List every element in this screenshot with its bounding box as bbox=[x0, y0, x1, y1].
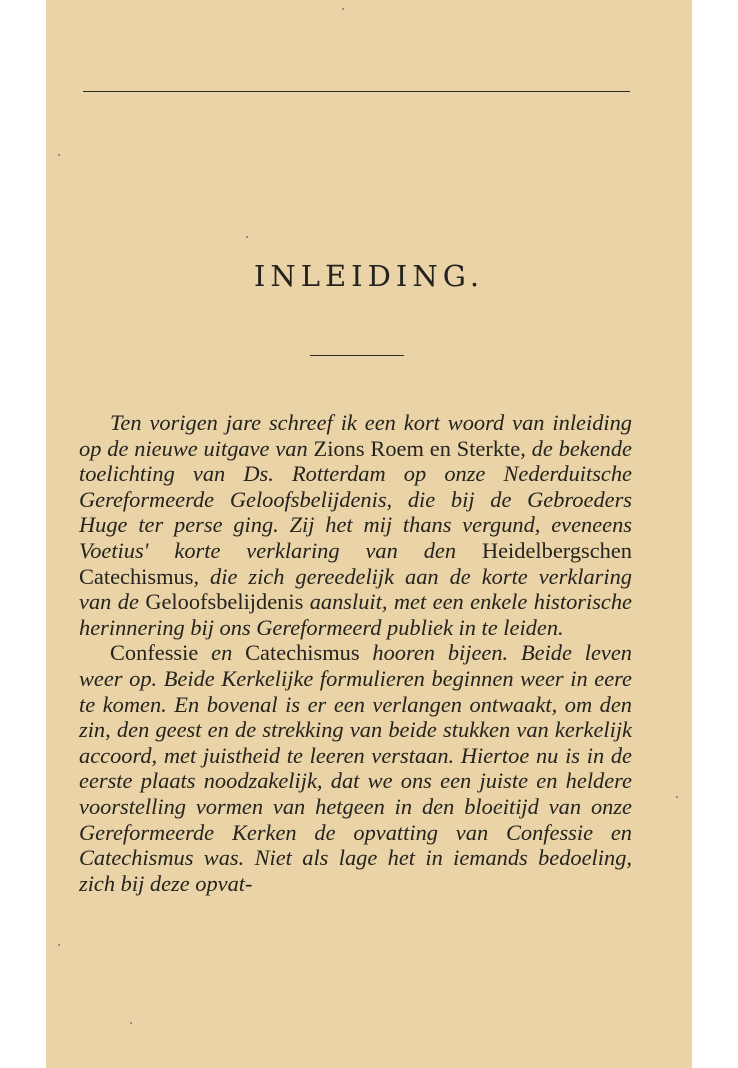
roman-run: Heidelbergschen Catechismus bbox=[79, 537, 632, 589]
chapter-heading: INLEIDING. bbox=[253, 259, 485, 293]
italic-run: aansluit, met een enkele historische herinnering bij ons Gereformeerd publiek in te leiden. bbox=[79, 589, 632, 640]
roman-run: Zions Roem en Sterkte bbox=[313, 435, 521, 461]
paragraph bbox=[79, 410, 632, 640]
top-rule bbox=[83, 91, 630, 92]
book-page bbox=[46, 0, 692, 1068]
paper-speck bbox=[342, 8, 344, 10]
italic-run: en bbox=[198, 640, 246, 666]
paper-speck bbox=[676, 796, 678, 798]
italic-run: , de bekende toelichting van Ds. Rotterdam op onze Nederduitsche Gereformeerde Geloofsbelijdenis, die bij de Gebroeders Huge ter perse ging. Zij het mij thans vergund, eveneens Voetius' korte verklaring van den bbox=[79, 435, 632, 563]
paragraph bbox=[79, 640, 632, 896]
heading-divider bbox=[310, 355, 404, 356]
paper-speck bbox=[246, 236, 248, 238]
roman-run: Geloofsbelijdenis bbox=[145, 589, 304, 615]
roman-run: Confessie bbox=[110, 640, 199, 666]
body-text bbox=[79, 410, 632, 896]
italic-run: hooren bijeen. Beide leven weer op. Beide Kerkelijke formulieren beginnen weer in eere te komen. En bovenal is er een verlangen ontwaakt, om den zin, den geest en de strekking van beide stukken van kerkelijk accoord, met juistheid te leeren verstaan. Hiertoe nu is in de eerste plaats noodzakelijk, dat we ons een juiste en heldere voorstelling vormen van hetgeen in den bloeitijd van onze Gereformeerde Kerken de opvatting van Confessie en Catechismus was. Niet als lage het in iemands bedoeling, zich bij deze opvat- bbox=[79, 640, 632, 896]
paper-speck bbox=[58, 154, 60, 156]
paper-speck bbox=[130, 1022, 132, 1024]
italic-run: Ten vorigen jare schreef ik een kort woord van inleiding op de nieuwe uitgave van bbox=[79, 410, 632, 461]
paper-speck bbox=[58, 944, 60, 946]
italic-run: , die zich gereedelijk aan de korte verklaring van de bbox=[79, 563, 632, 615]
roman-run: Catechismus bbox=[245, 640, 360, 666]
